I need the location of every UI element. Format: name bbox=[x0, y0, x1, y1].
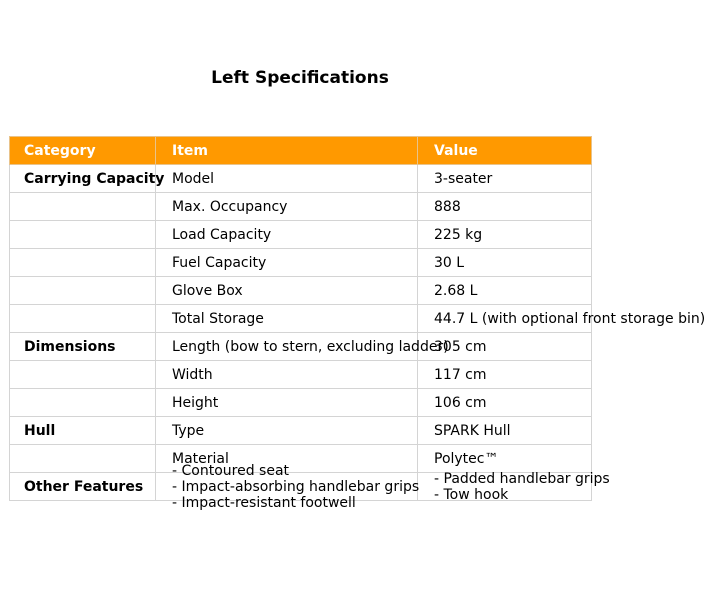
row-item: Model bbox=[156, 165, 418, 193]
row-value: 2.68 L bbox=[418, 277, 592, 305]
row-value: 117 cm bbox=[418, 361, 592, 389]
feature-line: - Impact-absorbing handlebar grips bbox=[172, 478, 420, 495]
row-item: Glove Box bbox=[156, 277, 418, 305]
table-row-other-features bbox=[10, 473, 592, 501]
row-value: 305 cm bbox=[418, 333, 592, 361]
row-category bbox=[10, 361, 156, 389]
feature-value-line: - Padded handlebar grips bbox=[434, 470, 610, 487]
row-item: Load Capacity bbox=[156, 221, 418, 249]
row-category: Other Features bbox=[10, 473, 156, 501]
row-category: Hull bbox=[10, 417, 156, 445]
row-category bbox=[10, 389, 156, 417]
row-value: 106 cm bbox=[418, 389, 592, 417]
row-value: Polytec™ bbox=[418, 445, 592, 473]
table-row bbox=[10, 249, 592, 277]
table-row bbox=[10, 417, 592, 445]
table-row bbox=[10, 333, 592, 361]
row-item: Total Storage bbox=[156, 305, 418, 333]
spec-table bbox=[9, 136, 705, 511]
feature-line: - Contoured seat bbox=[172, 462, 290, 479]
row-item bbox=[156, 462, 420, 511]
row-item: Fuel Capacity bbox=[156, 249, 418, 277]
row-category: Dimensions bbox=[10, 333, 156, 361]
row-value: 3-seater bbox=[418, 165, 592, 193]
row-item: Length (bow to stern, excluding ladder) bbox=[156, 333, 418, 361]
page-title: Left Specifications bbox=[211, 68, 389, 88]
row-category bbox=[10, 221, 156, 249]
row-item: Width bbox=[156, 361, 418, 389]
table-row bbox=[10, 361, 592, 389]
table-header-row bbox=[10, 137, 592, 165]
row-item: Type bbox=[156, 417, 418, 445]
row-value: 44.7 L (with optional front storage bin) bbox=[418, 305, 592, 333]
table-row bbox=[10, 305, 592, 333]
header-item: Item bbox=[156, 137, 418, 165]
row-value bbox=[418, 470, 610, 503]
header-value: Value bbox=[418, 137, 592, 165]
row-category bbox=[10, 193, 156, 221]
table-row bbox=[10, 193, 592, 221]
row-value: 888 bbox=[418, 193, 592, 221]
row-category bbox=[10, 445, 156, 473]
row-category bbox=[10, 249, 156, 277]
feature-line: - Impact-resistant footwell bbox=[172, 494, 356, 511]
row-value: 30 L bbox=[418, 249, 592, 277]
row-value: SPARK Hull bbox=[418, 417, 592, 445]
row-category: Carrying Capacity bbox=[10, 165, 156, 193]
feature-value-line: - Tow hook bbox=[434, 486, 509, 503]
table-row bbox=[10, 277, 592, 305]
table-row bbox=[10, 165, 592, 193]
table-row bbox=[10, 389, 592, 417]
table-row bbox=[10, 221, 592, 249]
row-item: Material bbox=[156, 445, 418, 473]
header-category: Category bbox=[10, 137, 156, 165]
row-item: Max. Occupancy bbox=[156, 193, 418, 221]
row-value: 225 kg bbox=[418, 221, 592, 249]
row-category bbox=[10, 305, 156, 333]
row-category bbox=[10, 277, 156, 305]
row-item: Height bbox=[156, 389, 418, 417]
